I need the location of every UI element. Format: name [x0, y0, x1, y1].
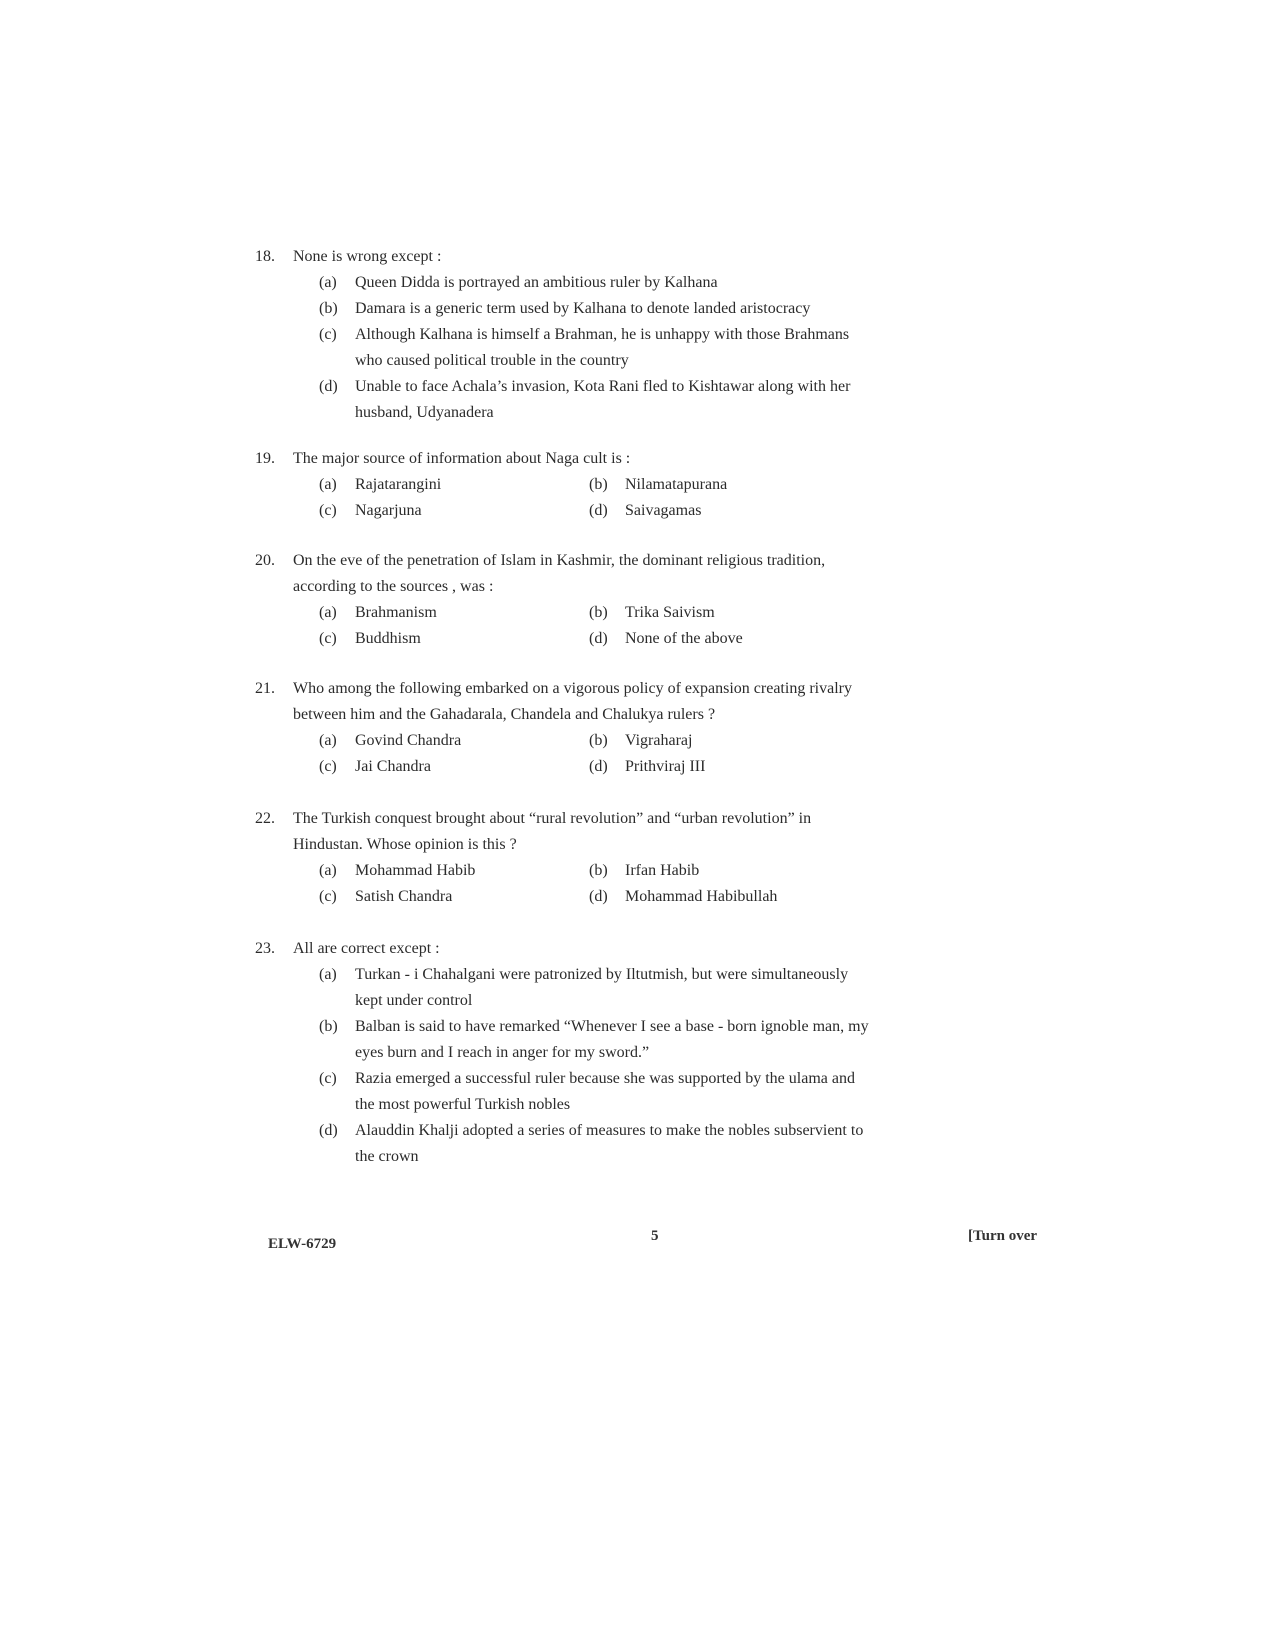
turn-over-note: [Turn over [968, 1228, 1038, 1244]
question-22 [255, 806, 875, 910]
question-text: None is wrong except : [293, 248, 442, 265]
option-c [319, 322, 875, 374]
option-letter: (b) [589, 732, 608, 749]
option-letter: (a) [319, 604, 337, 621]
option-text: None of the above [625, 630, 743, 647]
option-b [319, 1014, 875, 1066]
option-c [319, 884, 589, 910]
option-letter: (a) [319, 274, 337, 291]
option-d [589, 884, 849, 910]
options-list [319, 858, 875, 910]
question-text: On the eve of the penetration of Islam in Kashmir, the dominant religious tradition, according to the sources , was : [293, 552, 826, 595]
option-text: Damara is a generic term used by Kalhana to denote landed aristocracy [355, 300, 811, 317]
option-text: Although Kalhana is himself a Brahman, he is unhappy with those Brahmans who caused political trouble in the country [355, 326, 850, 369]
option-letter: (b) [319, 300, 338, 317]
option-text: Rajatarangini [355, 476, 442, 493]
option-text: Turkan - i Chahalgani were patronized by Iltutmish, but were simultaneously kept under control [355, 966, 849, 1009]
option-letter: (a) [319, 476, 337, 493]
option-letter: (c) [319, 888, 337, 905]
question-text: All are correct except : [293, 940, 440, 957]
question-text: The major source of information about Naga cult is : [293, 450, 631, 467]
option-text: Mohammad Habibullah [625, 888, 778, 905]
option-text: Trika Saivism [625, 604, 715, 621]
option-letter: (a) [319, 966, 337, 983]
option-c [319, 1066, 875, 1118]
option-letter: (b) [589, 476, 608, 493]
option-d [319, 1118, 875, 1170]
question-number: 22. [255, 810, 275, 827]
option-text: Jai Chandra [355, 758, 431, 775]
option-letter: (b) [319, 1018, 338, 1035]
option-b [589, 600, 849, 626]
question-number: 18. [255, 248, 275, 265]
option-a [319, 962, 875, 1014]
option-text: Irfan Habib [625, 862, 700, 879]
page-number: 5 [651, 1228, 659, 1244]
option-text: Satish Chandra [355, 888, 453, 905]
question-number: 19. [255, 450, 275, 467]
option-letter: (c) [319, 326, 337, 343]
option-text: Balban is said to have remarked “Whenever I see a base - born ignoble man, my eyes burn and I reach in anger for my sword.” [355, 1018, 869, 1061]
option-letter: (c) [319, 630, 337, 647]
option-letter: (a) [319, 732, 337, 749]
option-c [319, 626, 589, 652]
question-number: 20. [255, 552, 275, 569]
option-text: Brahmanism [355, 604, 437, 621]
option-d [589, 498, 849, 524]
question-23 [255, 936, 875, 1170]
options-list [319, 472, 875, 524]
option-a [319, 858, 589, 884]
question-text: Who among the following embarked on a vigorous policy of expansion creating rivalry between him and the Gahadarala, Chandela and Chalukya rulers ? [293, 680, 852, 723]
option-letter: (c) [319, 502, 337, 519]
question-text: The Turkish conquest brought about “rural revolution” and “urban revolution” in Hindustan. Whose opinion is this ? [293, 810, 812, 853]
question-number: 21. [255, 680, 275, 697]
option-letter: (c) [319, 758, 337, 775]
option-text: Vigraharaj [625, 732, 693, 749]
question-19 [255, 446, 875, 524]
option-c [319, 754, 589, 780]
option-text: Nagarjuna [355, 502, 422, 519]
option-text: Queen Didda is portrayed an ambitious ruler by Kalhana [355, 274, 718, 291]
option-a [319, 270, 875, 296]
option-b [589, 472, 849, 498]
option-text: Nilamatapurana [625, 476, 728, 493]
option-letter: (d) [319, 378, 338, 395]
option-letter: (d) [589, 758, 608, 775]
exam-code: ELW-6729 [268, 1236, 337, 1252]
option-letter: (d) [589, 502, 608, 519]
options-list [319, 962, 875, 1170]
option-b [319, 296, 875, 322]
option-a [319, 472, 589, 498]
option-letter: (c) [319, 1070, 337, 1087]
option-text: Prithviraj III [625, 758, 706, 775]
option-letter: (b) [589, 604, 608, 621]
options-list [319, 600, 875, 652]
option-letter: (d) [319, 1122, 338, 1139]
option-c [319, 498, 589, 524]
question-20 [255, 548, 875, 652]
option-text: Unable to face Achala’s invasion, Kota Rani fled to Kishtawar along with her husband, Udyanadera [355, 378, 851, 421]
option-text: Mohammad Habib [355, 862, 476, 879]
option-b [589, 858, 849, 884]
option-d [589, 754, 849, 780]
option-text: Govind Chandra [355, 732, 462, 749]
option-letter: (d) [589, 888, 608, 905]
option-letter: (d) [589, 630, 608, 647]
option-text: Razia emerged a successful ruler because she was supported by the ulama and the most powerful Turkish nobles [355, 1070, 855, 1113]
options-list [319, 270, 875, 426]
options-list [319, 728, 875, 780]
question-18 [255, 244, 875, 426]
question-21 [255, 676, 875, 780]
option-text: Alauddin Khalji adopted a series of measures to make the nobles subservient to the crown [355, 1122, 864, 1165]
option-text: Buddhism [355, 630, 421, 647]
option-a [319, 600, 589, 626]
question-number: 23. [255, 940, 275, 957]
option-d [319, 374, 875, 426]
option-d [589, 626, 849, 652]
option-text: Saivagamas [625, 502, 702, 519]
option-b [589, 728, 849, 754]
option-letter: (a) [319, 862, 337, 879]
option-a [319, 728, 589, 754]
option-letter: (b) [589, 862, 608, 879]
